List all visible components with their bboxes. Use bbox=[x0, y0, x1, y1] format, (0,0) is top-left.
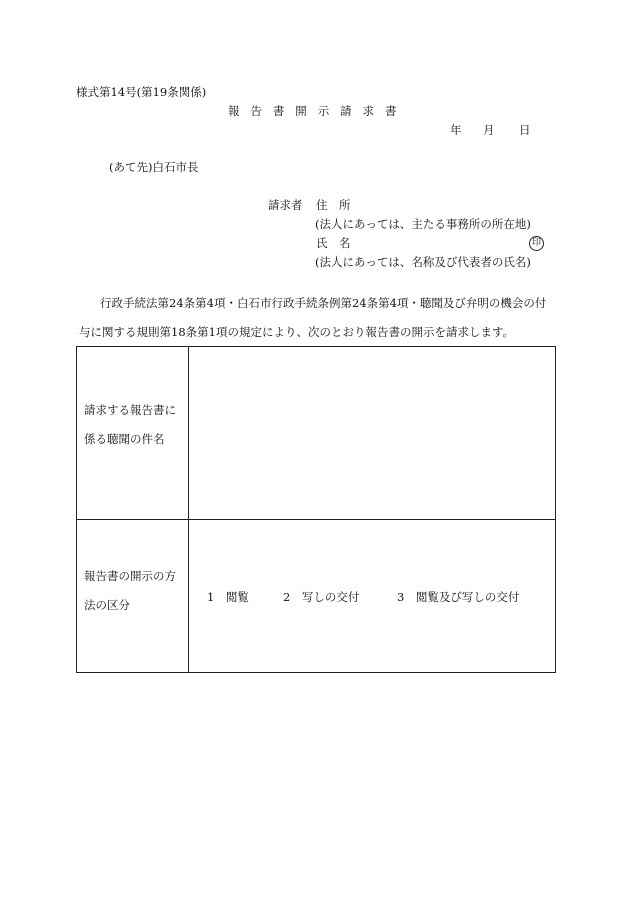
page-title: 報告書開示請求書 bbox=[228, 104, 408, 118]
name-label: 氏 名 bbox=[316, 236, 351, 250]
seal-icon: 印 bbox=[529, 236, 544, 251]
date-day-label: 日 bbox=[519, 123, 531, 137]
disclosure-method-label-line-2: 法の区分 bbox=[84, 598, 130, 612]
date-year-label: 年 bbox=[450, 123, 462, 137]
date-month-label: 月 bbox=[483, 123, 495, 137]
report-subject-label-line-1: 請求する報告書に bbox=[84, 403, 176, 417]
address-note: (法人にあっては、主たる事務所の所在地) bbox=[315, 217, 531, 231]
name-note: (法人にあっては、名称及び代表者の氏名) bbox=[315, 255, 531, 269]
form-number: 様式第14号(第19条関係) bbox=[76, 85, 207, 99]
body-text-line-1: 行政手続法第24条第4項・白石市行政手続条例第24条第4項・聴聞及び弁明の機会の付 bbox=[100, 296, 547, 310]
disclosure-option-1[interactable]: 1 閲覧 bbox=[207, 590, 249, 604]
report-subject-value[interactable] bbox=[189, 347, 555, 519]
disclosure-option-3[interactable]: 3 閲覧及び写しの交付 bbox=[397, 590, 520, 604]
request-table bbox=[76, 346, 556, 673]
table-row-divider bbox=[77, 519, 555, 520]
report-subject-label-line-2: 係る聴聞の件名 bbox=[84, 432, 165, 446]
address-label: 住 所 bbox=[316, 198, 351, 212]
disclosure-method-label-line-1: 報告書の開示の方 bbox=[84, 569, 176, 583]
seal-mark bbox=[529, 236, 544, 251]
disclosure-option-2[interactable]: 2 写しの交付 bbox=[283, 590, 360, 604]
requester-label: 請求者 bbox=[268, 198, 303, 212]
body-text-line-2: 与に関する規則第18条第1項の規定により、次のとおり報告書の開示を請求します。 bbox=[79, 325, 515, 339]
addressee: (あて先)白石市長 bbox=[109, 160, 199, 174]
